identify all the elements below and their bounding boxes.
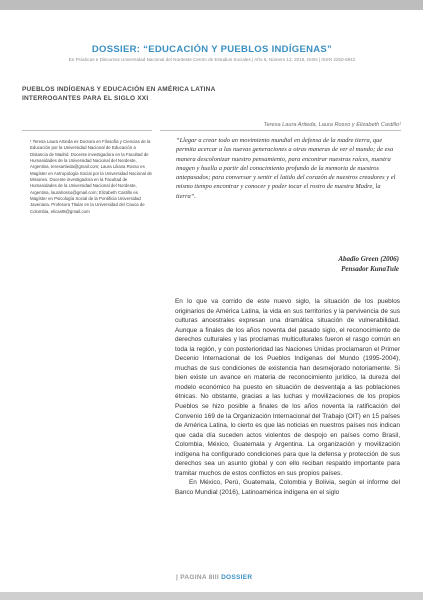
epigraph-attribution [338, 254, 399, 274]
epigraph-author-role: Pensador KunaTule [341, 265, 399, 273]
journal-subtitle: En Prácticas e Discursos Universidad Nacional del Nordeste Centro de Estudios Sociales | Año 6, Número 12, 2018, ISSN | ISSN 2250-6942 [68, 57, 356, 62]
footer-section: DOSSIER [221, 574, 253, 581]
top-gray-bar [0, 0, 423, 10]
author-footnote: ¹ Teresa Laura Artieda es Doctora en Filosofía y Ciencias de la Educación por la Universidad Nacional de Educación a Distancia de Madrid. Docente investigadora en la Facultad de Humanidades de la Universidad Nacional del Nordeste, Argentina, teresartieda@gmail.com; Laura Liliana Rosso es Magíster en Antropología Social por la Universidad Nacional de Misiones. Docente investigadora en la Facultad de Humanidades de la Universidad Nacional del Nordeste, Argentina, lauralrosso@gmail.com; Elizabeth Castillo es Magíster en Psicología Social de la Pontificia Universidad Javeriana. Profesora Titular en la Universidad del Cauca de Colombia, elicast8@gmail.com [30, 139, 152, 214]
dossier-title: DOSSIER: “EDUCACIÓN Y PUEBLOS INDÍGENAS” [91, 44, 333, 55]
body-paragraph-1: En lo que va corrido de este nuevo siglo, la situación de los pueblos originarios de América Latina, la vida en sus territorios y la pervivencia de sus culturas ancestrales expresan una dramática situación de vulnerabilidad. Aunque a finales de los años noventa del pasado siglo, el reconocimiento de derechos culturales y las proclamas multiculturales fueron el rasgo común en toda la región, y con posterioridad las Naciones Unidas proclamaron el Primer Decenio Internacional de los Pueblos Indígenas del Mundo (1995-2004), muchas de sus condiciones de existencia han desmejorado notoriamente. Si bien existe un avance en materia de reconocimiento jurídico, la dureza del modelo económico ha puesto en situación de desventaja a las poblaciones étnicas. No obstante, gracias a las luchas y movilizaciones de los propios Pueblos se hizo posible a finales de los años noventa la ratificación del Convenio 169 de la Organización Internacional del Trabajo (OIT) en 15 países de América Latina, lo cierto es que las noticias en nuestros países nos indican que cada día suceden actos violentos de despojo en países como Brasil, Colombia, México, Guatemala y Argentina. La organización y movilización indígena ha configurado condiciones para que la defensa y protección de sus derechos sea un asunto global y con ello reciban respaldo importante para tramitar muchos de estos conflictos en sus propios países. [175, 298, 400, 477]
divider-left [22, 130, 152, 131]
article-authors: Teresa Laura Artieda, Laura Rosso y Elizabeth Castillo¹ [263, 122, 401, 128]
body-paragraph-2: En México, Perú, Guatemala, Colombia y Bolivia, según el informe del Banco Mundial (2016), Latinoamérica indígena en el siglo [175, 479, 400, 496]
divider-right [160, 130, 401, 131]
article-title [22, 86, 262, 103]
footer-page-label: PAGINA 8 [180, 574, 213, 581]
article-body [175, 297, 400, 497]
page-footer [176, 574, 252, 581]
footer-page-number: III [212, 574, 219, 581]
bottom-gray-bar [0, 592, 423, 600]
footer-separator: | [176, 574, 179, 581]
journal-header [22, 44, 402, 62]
article-title-line-1: PUEBLOS INDÍGENAS Y EDUCACIÓN EN AMÉRICA LATINA [22, 86, 216, 93]
epigraph-author-name: Abadio Green (2006) [338, 255, 399, 263]
epigraph-quote: “Llegar a crear todo un movimiento mundial en defensa de la madre tierra, que permita acercar a las nuevas generaciones a otras maneras de ver el mundo; de esa manera descolonizar nuestro pensamiento, para encontrar nuestras raíces, nuestra imagen y huella a partir del conocimiento profundo de la memoria de nuestros antepasados; para conversar y sentir el latido del corazón de nuestros creadores y el mismo tiempo encontrar y conocer y poder tocar el rostro de nuestra Madre, la tierra”. [176, 137, 396, 200]
article-title-line-2: INTERROGANTES PARA EL SIGLO XXI [22, 94, 149, 102]
